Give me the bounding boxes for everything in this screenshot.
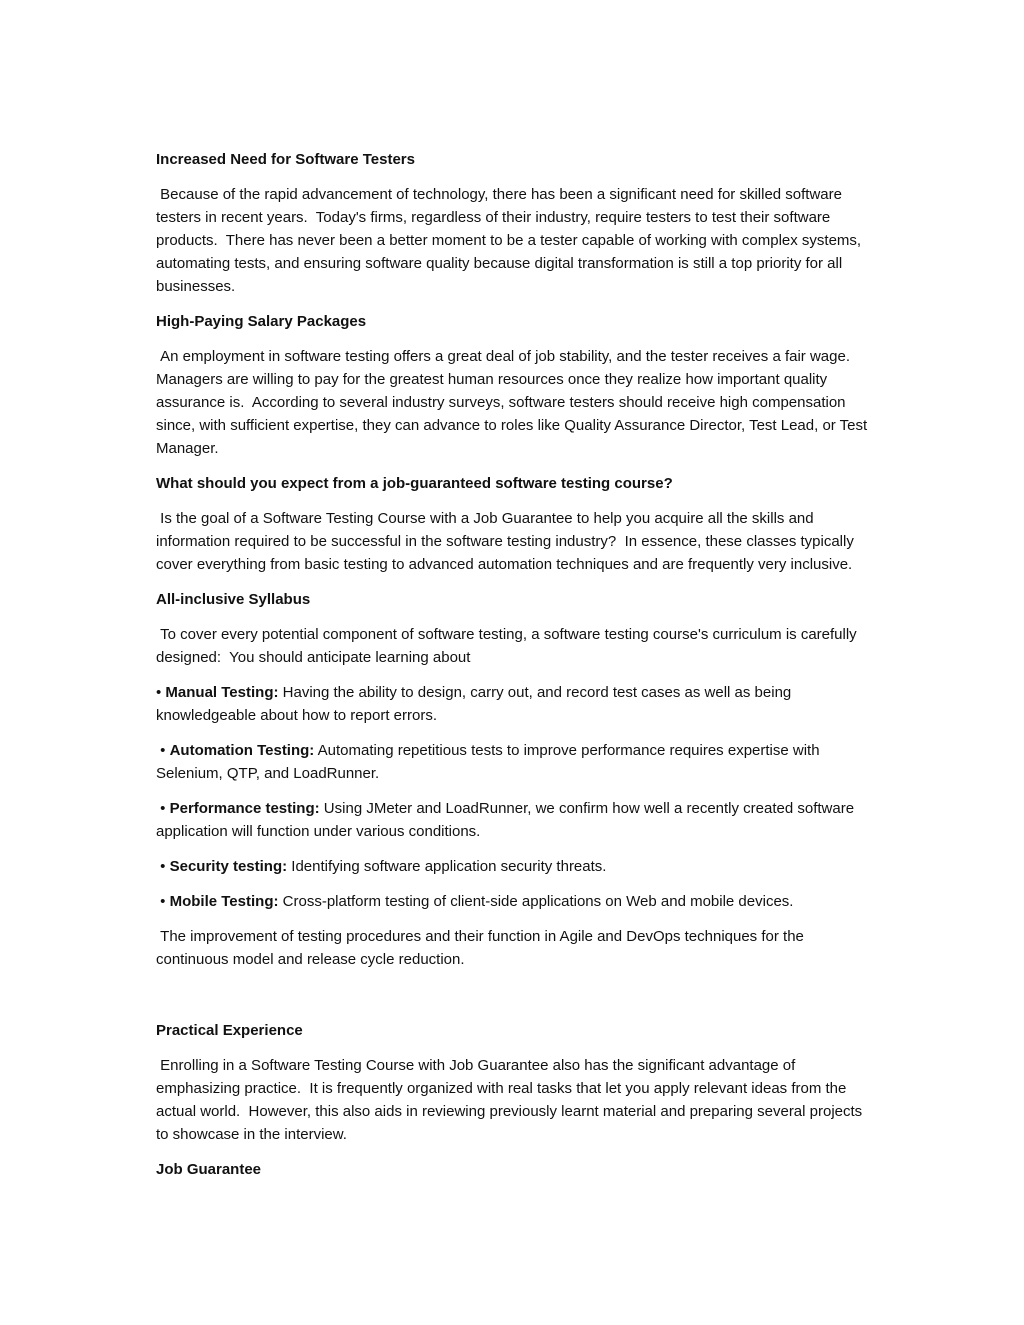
blank-line [156,983,868,1019]
bullet-term: Automation Testing: [169,742,315,759]
bullet-text: Automating repetitious tests to improve performance requires expertise with Selenium, QTP, and LoadRunner. [156,742,824,782]
section-heading: What should you expect from a job-guaranteed software testing course? [156,475,673,492]
section-paragraph: To cover every potential component of software testing, a software testing course's curriculum is carefully designed: You should anticipate learning about [156,626,861,666]
list-item [156,797,868,843]
list-item [156,681,868,727]
bullet-term: Manual Testing: [165,684,279,701]
bullet-marker: • [156,684,166,701]
bullet-text: Identifying software application security threats. [287,858,607,875]
section-heading: All-inclusive Syllabus [156,591,311,608]
section-paragraph: The improvement of testing procedures and their function in Agile and DevOps techniques for the continuous model and release cycle reduction. [156,928,809,968]
section-heading: Increased Need for Software Testers [156,151,415,168]
bullet-marker: • [156,858,170,875]
section-paragraph: Because of the rapid advancement of technology, there has been a significant need for skilled software testers in recent years. Today's firms, regardless of their industry, require testers to test their software products. There has never been a better moment to be a tester capable of working with complex systems, automating tests, and ensuring software quality because digital transformation is still a top priority for all businesses. [156,186,866,295]
bullet-text: Having the ability to design, carry out, and record test cases as well as being knowledgeable about how to report errors. [156,684,796,724]
bullet-marker: • [156,742,170,759]
bullet-term: Mobile Testing: [169,893,279,910]
bullet-text: Cross-platform testing of client-side applications on Web and mobile devices. [278,893,794,910]
document-page [156,148,872,1193]
list-item [156,739,868,785]
bullet-marker: • [156,800,170,817]
bullet-text: Using JMeter and LoadRunner, we confirm how well a recently created software application will function under various conditions. [156,800,859,840]
section-paragraph: An employment in software testing offers a great deal of job stability, and the tester receives a fair wage. Managers are willing to pay for the greatest human resources once they realize how important quality assurance is. According to several industry surveys, software testers should receive high compensation since, with sufficient expertise, they can advance to roles like Quality Assurance Director, Test Lead, or Test Manager. [156,348,872,457]
bullet-marker: • [156,893,170,910]
section-paragraph: Enrolling in a Software Testing Course with Job Guarantee also has the significant advantage of emphasizing practice. It is frequently organized with real tasks that let you apply relevant ideas from the actual world. However, this also aids in reviewing previously learnt material and preparing several projects to showcase in the interview. [156,1057,867,1143]
section-paragraph: Is the goal of a Software Testing Course with a Job Guarantee to help you acquire all the skills and information required to be successful in the software testing industry? In essence, these classes typically cover everything from basic testing to advanced automation techniques and are frequently very inclusive. [156,510,859,573]
list-item [156,890,868,913]
bullet-term: Performance testing: [169,800,320,817]
section-heading: High-Paying Salary Packages [156,313,367,330]
section-heading: Job Guarantee [156,1161,262,1178]
section-heading: Practical Experience [156,1022,303,1039]
list-item [156,855,868,878]
bullet-term: Security testing: [169,858,288,875]
